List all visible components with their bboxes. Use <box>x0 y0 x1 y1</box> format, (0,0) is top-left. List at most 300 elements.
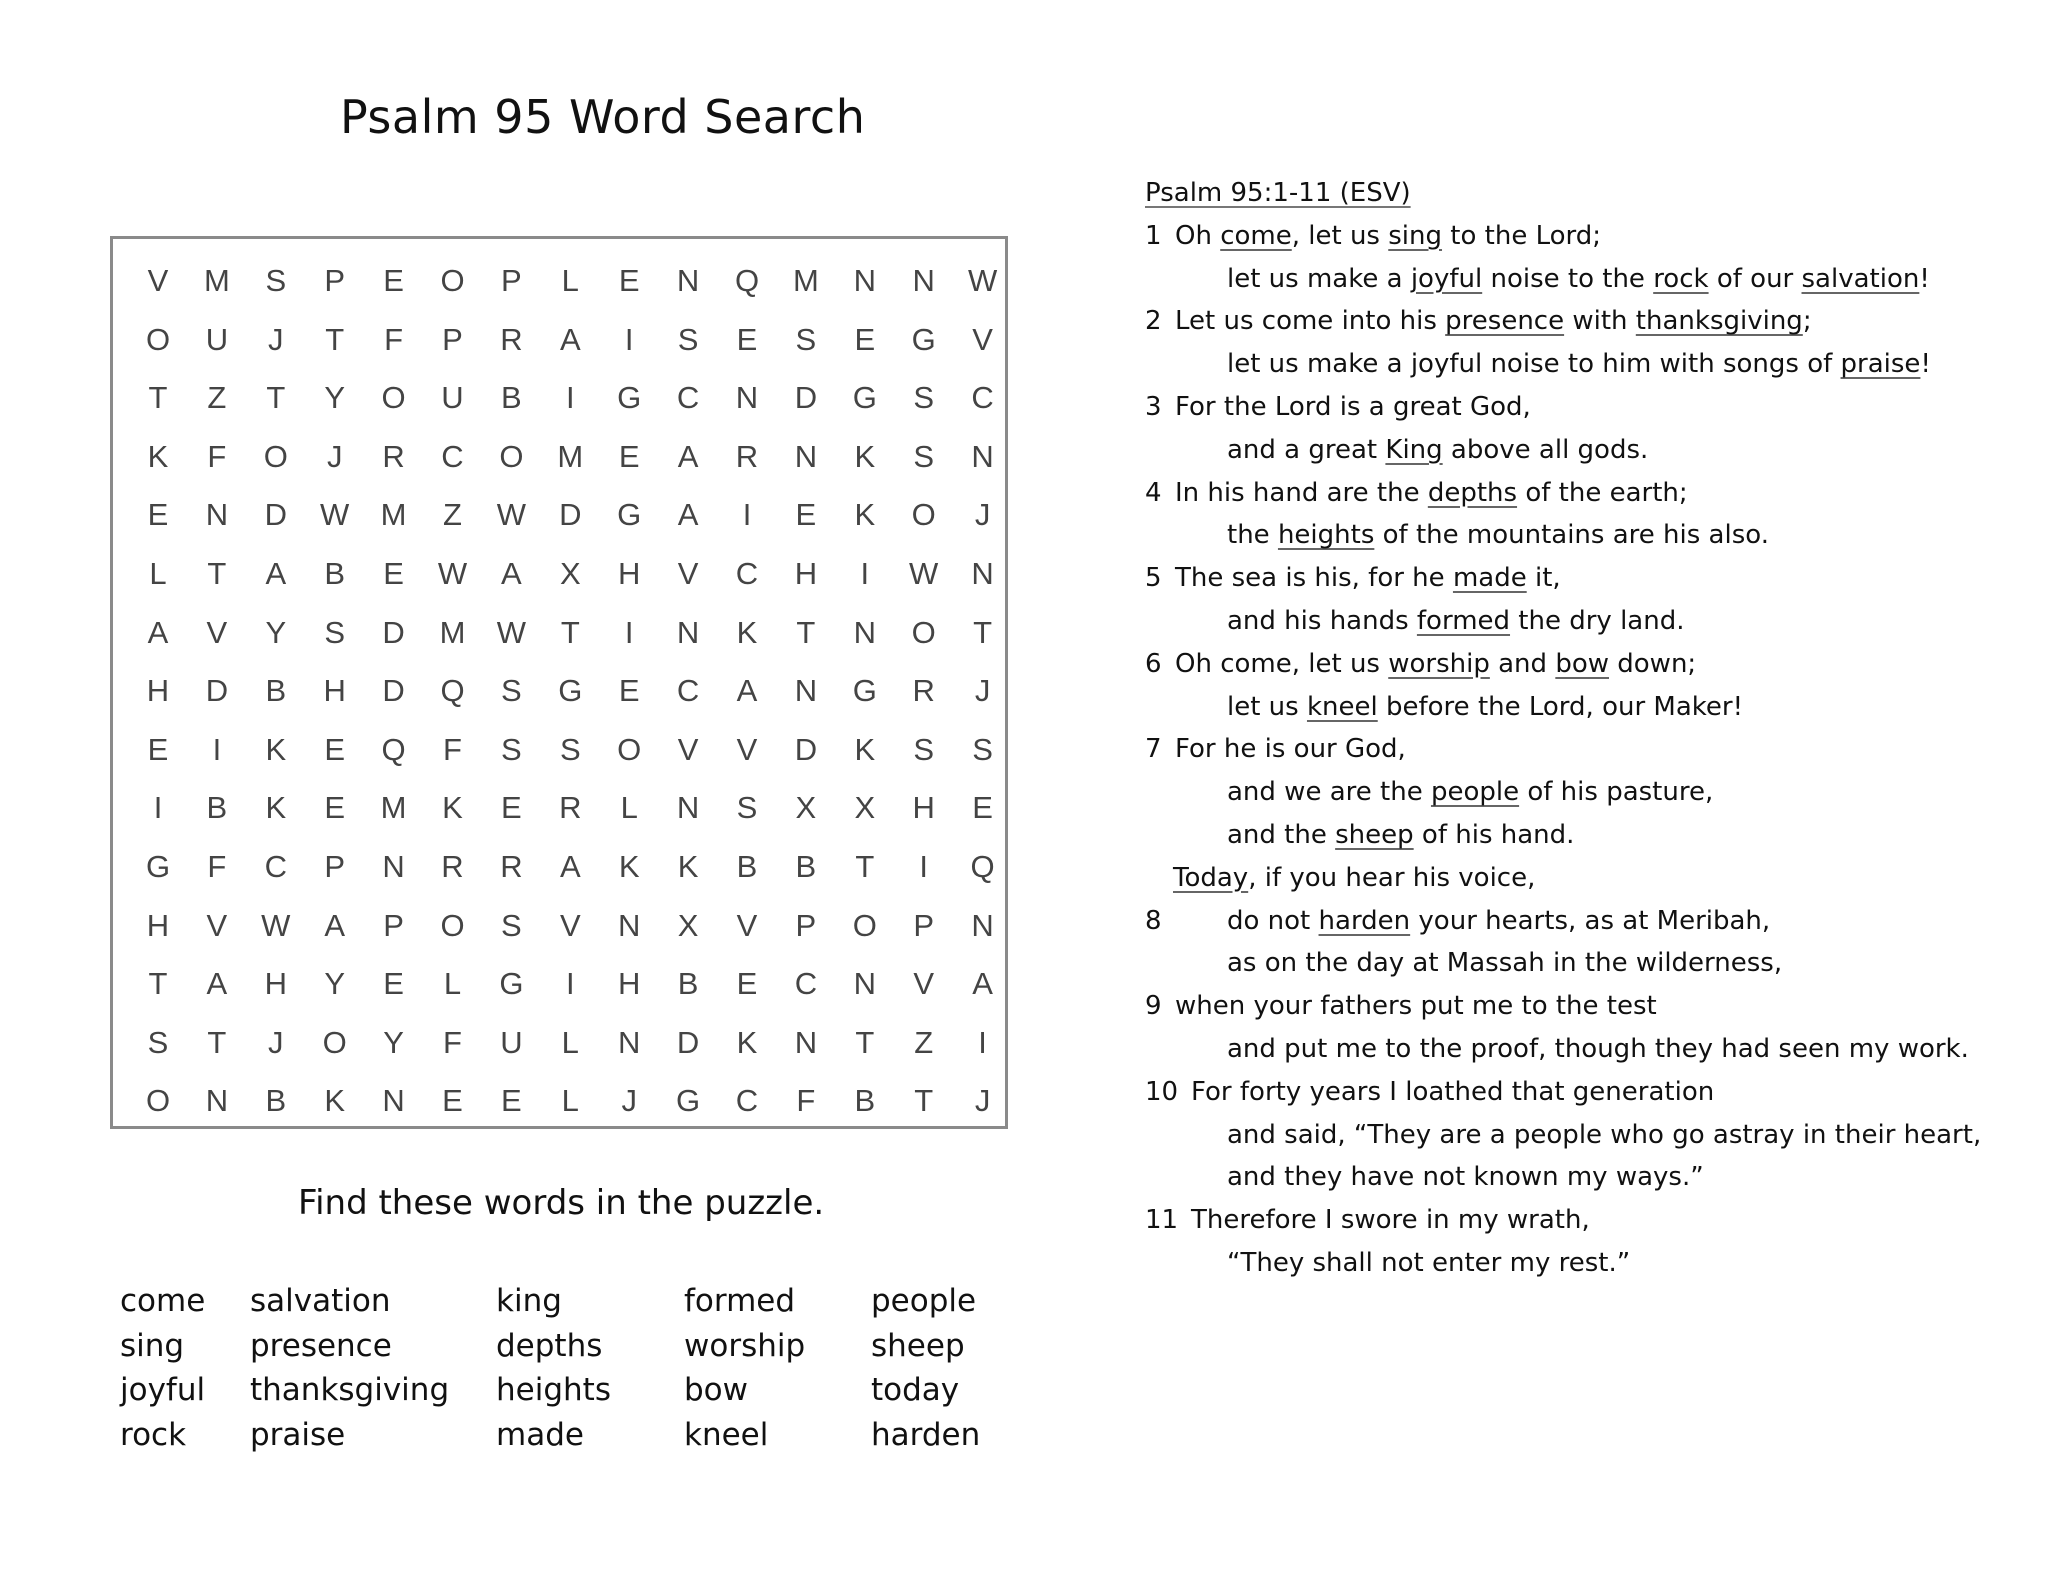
verse-text: For he is our God, <box>1175 734 1406 765</box>
grid-letter: C <box>676 673 700 709</box>
verse-number: 3 <box>1145 391 1162 422</box>
word-list-item: presence <box>250 1327 392 1364</box>
grid-letter: E <box>324 790 346 826</box>
grid-letter: A <box>501 556 522 591</box>
grid-letter: I <box>978 1024 987 1060</box>
page-title: Psalm 95 Word Search <box>340 90 866 144</box>
grid-letter: T <box>914 1083 934 1119</box>
verse-text: and said, “They are a people who go astray in their heart, <box>1227 1119 1982 1150</box>
grid-letter: M <box>203 263 230 298</box>
grid-letter: N <box>382 849 405 884</box>
grid-letter: W <box>496 497 527 533</box>
verse-text: let us make a <box>1227 263 1411 294</box>
grid-letter: T <box>207 556 227 591</box>
word-list-item: salvation <box>250 1283 391 1319</box>
underlined-keyword: salvation <box>1801 263 1920 294</box>
grid-letter: O <box>322 1024 347 1060</box>
grid-letter: V <box>736 907 758 943</box>
verse-text: Oh <box>1175 220 1221 251</box>
grid-letter: W <box>967 263 998 298</box>
grid-letter: X <box>795 790 817 826</box>
grid-letter: G <box>852 673 877 709</box>
word-list-item: sheep <box>871 1327 965 1364</box>
psalm-line <box>1145 771 2025 814</box>
grid-letter: H <box>617 556 641 591</box>
verse-text: and a great <box>1227 434 1386 465</box>
word-search-grid <box>110 236 1008 1129</box>
grid-letter: J <box>268 1024 284 1060</box>
grid-letter: N <box>205 497 229 533</box>
underlined-keyword: sing <box>1388 220 1443 251</box>
instructions: Find these words in the puzzle. <box>298 1183 825 1223</box>
grid-letter: S <box>501 907 522 943</box>
psalm-line <box>1145 985 2025 1028</box>
grid-letter: O <box>263 438 288 474</box>
grid-letter: N <box>912 263 935 298</box>
grid-letter: T <box>325 321 345 357</box>
underlined-keyword: presence <box>1445 306 1565 337</box>
psalm-line <box>1145 1199 2025 1242</box>
verse-number: 10 <box>1145 1076 1179 1107</box>
psalm-line <box>1145 686 2025 729</box>
grid-letter: E <box>972 790 993 826</box>
grid-letter: Z <box>207 380 227 416</box>
verse-text: Therefore I swore in my wrath, <box>1191 1205 1590 1236</box>
grid-letter: T <box>148 966 168 1002</box>
psalm-line <box>1145 386 2025 429</box>
verse-text: of the mountains are his also. <box>1374 520 1769 551</box>
grid-letter: M <box>380 497 407 533</box>
psalm-line <box>1145 429 2025 472</box>
grid-letter: I <box>860 556 870 591</box>
grid-letter: N <box>853 263 876 298</box>
grid-letter: A <box>324 907 346 943</box>
grid-letter: L <box>561 263 579 298</box>
grid-letter: H <box>146 673 170 709</box>
grid-letter: T <box>855 1024 875 1060</box>
psalm-line <box>1145 514 2025 557</box>
grid-letter: C <box>735 556 759 591</box>
grid-letter: E <box>854 321 876 357</box>
grid-letter: K <box>736 1024 758 1060</box>
grid-letter: E <box>501 790 522 826</box>
word-list-item: rock <box>120 1416 187 1453</box>
grid-letter: S <box>265 263 287 298</box>
grid-letter: N <box>971 438 994 474</box>
grid-letter: N <box>676 614 700 650</box>
grid-letter: B <box>736 849 758 884</box>
verse-number: 2 <box>1145 306 1162 337</box>
verse-text: it, <box>1526 563 1561 594</box>
grid-letter: K <box>324 1083 346 1119</box>
grid-letter: I <box>565 380 575 416</box>
grid-letter: R <box>500 321 523 357</box>
grid-letter: Y <box>324 966 346 1002</box>
grid-letter: P <box>383 907 404 943</box>
word-list-item: harden <box>871 1416 981 1453</box>
underlined-keyword: thanksgiving <box>1635 306 1803 337</box>
grid-letter: B <box>206 790 228 826</box>
grid-letter: I <box>624 321 634 357</box>
verse-text: the dry land. <box>1510 605 1685 636</box>
psalm-line <box>1145 215 2025 258</box>
grid-letter: N <box>794 1024 818 1060</box>
underlined-keyword: people <box>1430 777 1520 808</box>
verse-number: 11 <box>1145 1205 1179 1236</box>
grid-letter: K <box>854 438 876 474</box>
grid-letter: G <box>852 380 877 416</box>
grid-letter: V <box>677 556 699 591</box>
verse-text: Oh come, let us <box>1175 648 1389 679</box>
grid-letter: T <box>560 614 580 650</box>
grid-letter: O <box>911 614 936 650</box>
psalm-line <box>1145 728 2025 771</box>
grid-letter: B <box>795 849 817 884</box>
grid-letter: N <box>617 1024 641 1060</box>
grid-letter: A <box>559 321 581 357</box>
grid-letter: M <box>380 790 407 826</box>
grid-letter: Y <box>265 614 287 650</box>
word-list-item: kneel <box>684 1416 769 1453</box>
grid-letter: A <box>147 614 169 650</box>
grid-letter: V <box>972 321 993 357</box>
psalm-line <box>1145 942 2025 985</box>
psalm-line <box>1145 343 2025 386</box>
grid-letter: M <box>557 438 584 474</box>
psalm-line <box>1145 258 2025 301</box>
verse-text: let us <box>1227 691 1307 722</box>
grid-letter: H <box>323 673 346 709</box>
verse-text: and they have not known my ways.” <box>1227 1162 1704 1193</box>
grid-letter: F <box>796 1083 816 1119</box>
grid-letter: P <box>795 907 817 943</box>
grid-letter: G <box>911 321 936 357</box>
verse-text: to the Lord; <box>1442 220 1602 251</box>
verse-text: down; <box>1609 648 1697 679</box>
verse-text: For the Lord is a great God, <box>1175 391 1531 422</box>
grid-letter: W <box>320 497 350 533</box>
grid-letter: S <box>972 731 993 767</box>
grid-letter: E <box>736 321 758 357</box>
grid-letter: Q <box>440 673 465 709</box>
grid-letter: I <box>919 849 928 884</box>
psalm-line <box>1145 857 2025 900</box>
word-list-item: heights <box>496 1372 611 1408</box>
grid-letter: O <box>145 321 171 357</box>
grid-letter: P <box>324 849 346 884</box>
grid-letter: F <box>443 1024 462 1060</box>
grid-letter: U <box>441 380 464 416</box>
grid-letter: K <box>736 614 758 650</box>
grid-letter: S <box>913 731 935 767</box>
verse-number: 1 <box>1145 220 1162 251</box>
word-list-item: formed <box>684 1283 796 1319</box>
grid-letter: B <box>854 1083 876 1119</box>
grid-letter: T <box>266 380 286 416</box>
underlined-keyword: joyful <box>1410 263 1483 294</box>
psalm-line <box>1145 814 2025 857</box>
grid-letter: C <box>264 849 287 884</box>
verse-text: , if you hear his voice, <box>1248 862 1536 893</box>
underlined-keyword: rock <box>1653 263 1709 294</box>
verse-text: and <box>1489 648 1556 679</box>
grid-letter: Y <box>383 1024 404 1060</box>
grid-letter: D <box>794 380 818 416</box>
grid-letter: S <box>559 731 581 767</box>
grid-letter: C <box>441 438 464 474</box>
psalm-line <box>1145 1242 2025 1285</box>
grid-letter: T <box>207 1024 227 1060</box>
grid-letter: Y <box>324 380 346 416</box>
grid-letter: U <box>205 321 229 357</box>
verse-text: of the earth; <box>1517 477 1688 508</box>
grid-letter: B <box>265 1083 287 1119</box>
grid-letter: O <box>499 438 524 474</box>
grid-letter: F <box>384 321 404 357</box>
grid-letter: N <box>853 966 876 1002</box>
verse-number: 4 <box>1145 477 1162 508</box>
psalm-line <box>1145 643 2025 686</box>
grid-letter: O <box>145 1083 171 1119</box>
grid-letter: F <box>207 849 227 884</box>
grid-letter: K <box>854 497 876 533</box>
word-list-item: praise <box>250 1416 346 1453</box>
grid-letter: J <box>974 497 991 533</box>
grid-letter: E <box>618 438 640 474</box>
grid-letter: E <box>147 497 169 533</box>
grid-letter: C <box>735 1083 759 1119</box>
grid-letter: N <box>735 380 759 416</box>
verse-text: when your fathers put me to the test <box>1175 991 1657 1022</box>
word-list-item: made <box>496 1416 584 1453</box>
grid-letter: K <box>265 731 287 767</box>
grid-letter: O <box>911 497 936 533</box>
underlined-keyword: worship <box>1388 648 1490 679</box>
grid-letter: K <box>618 849 640 884</box>
verse-text: of his hand. <box>1413 819 1575 850</box>
verse-text: In his hand are the <box>1175 477 1428 508</box>
psalm-line <box>1145 557 2025 600</box>
grid-letter: W <box>437 556 468 591</box>
grid-letter: A <box>559 849 581 884</box>
grid-letter: Q <box>970 849 995 884</box>
grid-letter: W <box>496 614 527 650</box>
grid-letter: F <box>207 438 227 474</box>
psalm-line <box>1145 900 2025 943</box>
grid-letter: B <box>677 966 699 1002</box>
grid-letter: B <box>501 380 522 416</box>
grid-letter: T <box>148 380 168 416</box>
grid-letter: W <box>261 907 291 943</box>
grid-letter: I <box>624 614 634 650</box>
grid-letter: P <box>913 907 935 943</box>
grid-letter: A <box>736 673 758 709</box>
word-list-item: king <box>496 1283 562 1319</box>
grid-letter: J <box>326 438 343 474</box>
grid-letter: O <box>440 263 465 298</box>
verse-text: of our <box>1708 263 1802 294</box>
grid-letter: A <box>206 966 228 1002</box>
grid-letter: R <box>912 673 935 709</box>
word-list-item: worship <box>684 1327 806 1364</box>
word-list-item: people <box>871 1283 977 1319</box>
grid-letter: N <box>794 673 818 709</box>
underlined-keyword: Today <box>1173 862 1249 893</box>
grid-letter: N <box>676 790 700 826</box>
grid-letter: R <box>500 849 523 884</box>
letter-grid <box>113 239 1005 1126</box>
grid-letter: I <box>565 966 575 1002</box>
grid-letter: C <box>794 966 818 1002</box>
grid-letter: T <box>973 614 993 650</box>
grid-letter: V <box>559 907 581 943</box>
psalm-line <box>1145 1028 2025 1071</box>
verse-text: ! <box>1919 263 1930 294</box>
grid-letter: P <box>324 263 346 298</box>
grid-letter: J <box>268 321 284 357</box>
grid-letter: N <box>617 907 641 943</box>
grid-letter: B <box>265 673 287 709</box>
grid-letter: H <box>146 907 170 943</box>
grid-letter: D <box>794 731 818 767</box>
grid-letter: D <box>559 497 582 533</box>
verse-text: of his pasture, <box>1519 777 1714 808</box>
psalm-line <box>1145 600 2025 643</box>
grid-letter: A <box>265 556 287 591</box>
grid-letter: S <box>677 321 699 357</box>
verse-text: and the <box>1227 819 1336 850</box>
verse-text: Let us come into his <box>1175 306 1446 337</box>
grid-letter: M <box>792 263 819 298</box>
grid-letter: N <box>971 556 994 591</box>
grid-letter: R <box>559 790 582 826</box>
grid-letter: N <box>382 1083 405 1119</box>
verse-text: and put me to the proof, though they had seen my work. <box>1227 1033 1969 1064</box>
grid-letter: D <box>205 673 229 709</box>
verse-text: the <box>1227 520 1278 551</box>
underlined-keyword: formed <box>1416 605 1511 636</box>
grid-letter: Z <box>914 1024 934 1060</box>
verse-text: , let us <box>1291 220 1389 251</box>
grid-letter: N <box>971 907 994 943</box>
grid-letter: L <box>561 1083 579 1119</box>
grid-letter: G <box>145 849 171 884</box>
underlined-keyword: come <box>1220 220 1292 251</box>
underlined-keyword: depths <box>1427 477 1518 508</box>
grid-letter: A <box>972 966 993 1002</box>
grid-letter: I <box>742 497 752 533</box>
grid-letter: K <box>677 849 699 884</box>
grid-letter: S <box>501 673 522 709</box>
verse-text: ; <box>1802 306 1812 337</box>
grid-letter: V <box>736 731 758 767</box>
grid-letter: B <box>324 556 346 591</box>
word-list-item: today <box>871 1372 960 1408</box>
word-list-item: come <box>120 1283 206 1319</box>
grid-letter: D <box>382 614 405 650</box>
verse-text: as on the day at Massah in the wilderness, <box>1227 948 1783 979</box>
grid-letter: R <box>735 438 759 474</box>
grid-letter: G <box>676 1083 701 1119</box>
psalm-line <box>1145 1156 2025 1199</box>
grid-letter: O <box>617 731 642 767</box>
psalm-reference: Psalm 95:1-11 (ESV) <box>1145 178 1411 208</box>
underlined-keyword: praise <box>1840 349 1921 380</box>
grid-letter: N <box>676 263 700 298</box>
grid-letter: H <box>264 966 287 1002</box>
grid-letter: X <box>677 907 699 943</box>
grid-letter: J <box>974 673 991 709</box>
grid-letter: C <box>676 380 700 416</box>
verse-number: 7 <box>1145 734 1162 765</box>
grid-letter: E <box>795 497 817 533</box>
grid-letter: V <box>206 907 228 943</box>
grid-letter: S <box>147 1024 169 1060</box>
grid-letter: P <box>442 321 463 357</box>
grid-letter: W <box>909 556 939 591</box>
verse-text: The sea is his, for he <box>1175 563 1453 594</box>
grid-letter: V <box>147 263 169 298</box>
underlined-keyword: kneel <box>1306 691 1378 722</box>
grid-letter: P <box>501 263 522 298</box>
grid-letter: O <box>852 907 877 943</box>
verse-text: do not <box>1227 905 1319 936</box>
grid-letter: K <box>442 790 463 826</box>
underlined-keyword: sheep <box>1335 819 1414 850</box>
grid-letter: K <box>854 731 876 767</box>
verse-text: “They shall not enter my rest.” <box>1227 1247 1631 1278</box>
psalm-line <box>1145 472 2025 515</box>
word-list-item: bow <box>684 1372 748 1408</box>
grid-letter: G <box>499 966 524 1002</box>
psalm-text <box>1145 172 2025 1285</box>
underlined-keyword: heights <box>1277 520 1375 551</box>
grid-letter: M <box>439 614 466 650</box>
grid-letter: E <box>442 1083 463 1119</box>
grid-letter: J <box>621 1083 637 1119</box>
verse-text: ! <box>1920 349 1931 380</box>
word-list-item: sing <box>120 1327 185 1364</box>
underlined-keyword: bow <box>1555 648 1609 679</box>
verse-text: noise to the <box>1482 263 1654 294</box>
grid-letter: E <box>618 673 640 709</box>
verse-number: 8 <box>1145 905 1162 936</box>
grid-letter: C <box>971 380 994 416</box>
psalm-line <box>1145 1114 2025 1157</box>
grid-letter: N <box>853 614 876 650</box>
grid-letter: Z <box>443 497 462 533</box>
word-list-item: joyful <box>120 1372 206 1408</box>
word-list-item: depths <box>496 1327 603 1364</box>
grid-letter: E <box>383 966 404 1002</box>
verse-text: with <box>1564 306 1636 337</box>
grid-letter: S <box>501 731 522 767</box>
grid-letter: Q <box>734 263 760 298</box>
grid-letter: G <box>617 380 642 416</box>
grid-letter: H <box>912 790 935 826</box>
grid-letter: S <box>324 614 346 650</box>
verse-text: let us make a joyful noise to him with songs of <box>1227 349 1841 380</box>
grid-letter: E <box>324 731 346 767</box>
psalm-line <box>1145 300 2025 343</box>
grid-letter: E <box>383 263 404 298</box>
grid-letter: J <box>974 1083 991 1119</box>
grid-letter: L <box>561 1024 579 1060</box>
verse-text: before the Lord, our Maker! <box>1377 691 1744 722</box>
grid-letter: E <box>147 731 169 767</box>
verse-number: 5 <box>1145 563 1162 594</box>
grid-letter: E <box>736 966 758 1002</box>
